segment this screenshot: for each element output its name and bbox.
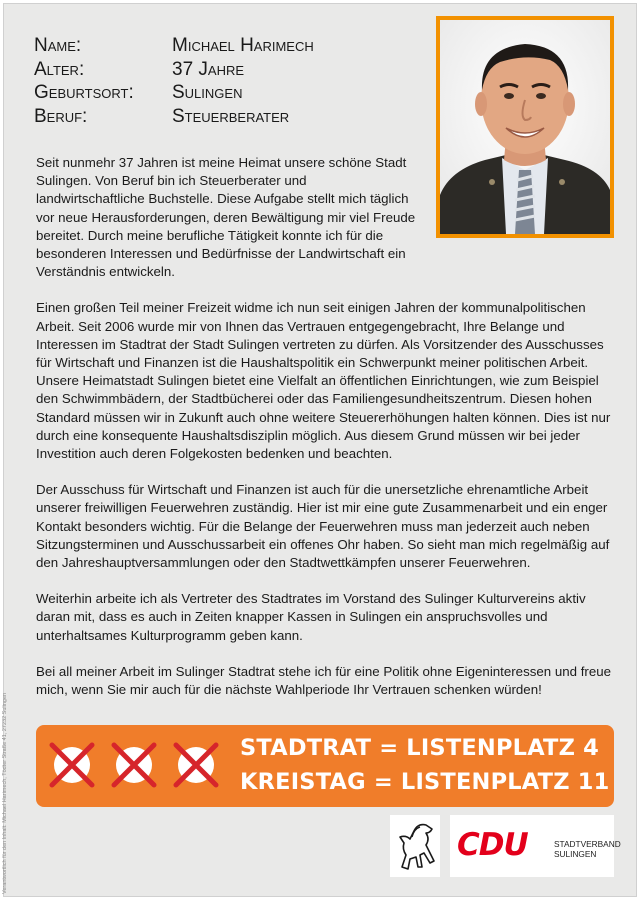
ballot-cross-icon bbox=[50, 743, 94, 787]
flyer-page bbox=[3, 3, 637, 897]
fact-label: Beruf: bbox=[34, 105, 88, 127]
fact-name bbox=[34, 34, 314, 58]
cdu-sub-line: STADTVERBAND bbox=[554, 839, 621, 849]
paragraph: Der Ausschuss für Wirtschaft und Finanzen ist auch für die unersetzliche ehrenamtliche Arbeit unserer freiwilligen Feuerwehren zuständig. Hier ist mir eine gute Zusammenarbeit und ein enger Kontakt besonders wichtig. Für die Belange der Feuerwehren muss man jederzeit auch neben Sitzungsterminen und Ausschussarbeit ein offenes Ohr haben. So sieht man mich regelmäßig auf den Jahreshauptversammlungen oder den Stadtwettkämpfen unserer Feuerwehren. bbox=[36, 482, 610, 571]
paragraph: Seit nunmehr 37 Jahren ist meine Heimat unsere schöne Stadt Sulingen. Von Beruf bin ich Steuerberater und landwirtschaftliche Buchstelle. Diese Aufgabe stellt mich täglich vor neue Herausforderungen, deren Bewältigung mir viel Freude bereitet. Durch meine berufliche Tätigkeit konnte ich für die besonderen Interessen und Bedürfnisse der Landwirtschaft ein Verständnis entwickeln. bbox=[36, 155, 416, 280]
cdu-wordmark: CDU bbox=[457, 827, 528, 863]
paragraph: Weiterhin arbeite ich als Vertreter des Stadtrates im Vorstand des Sulinger Kulturvereins aktiv daran mit, dass es auch in Zeiten knapper Kassen in Sulingen ein anspruchsvolles und unterhaltsames Kulturprogramm geben kann. bbox=[36, 591, 586, 643]
fact-label: Geburtsort: bbox=[34, 82, 134, 103]
profile-facts bbox=[34, 34, 314, 128]
cdu-sub-line: SULINGEN bbox=[554, 849, 597, 859]
cdu-logo bbox=[450, 815, 621, 877]
banner-line-stadtrat: STADTRAT = LISTENPLATZ 4 bbox=[240, 735, 600, 761]
lower-saxony-horse-icon bbox=[390, 815, 440, 877]
ballot-cross-icon bbox=[112, 743, 156, 787]
body-text bbox=[36, 154, 621, 717]
fact-age bbox=[34, 58, 314, 82]
list-position-banner bbox=[36, 725, 614, 807]
ballot-cross-icon bbox=[174, 743, 218, 787]
paragraph: Bei all meiner Arbeit im Sulinger Stadtrat stehe ich für eine Politik ohne Eigeninteressen und freue mich, wenn Sie mir auch für die nächste Wahlperiode Ihr Vertrauen schenken würden! bbox=[36, 663, 612, 698]
fact-label: Alter: bbox=[34, 58, 85, 80]
fact-birthplace bbox=[34, 81, 314, 105]
fact-profession bbox=[34, 105, 314, 129]
fact-value: Sulingen bbox=[172, 82, 243, 103]
fact-label: Name: bbox=[34, 35, 82, 56]
imprint-note: Verantwortlich für den Inhalt: Michael Harimech, Tödter Straße 41, 27232 Sulingen bbox=[2, 692, 8, 894]
fact-value: 37 Jahre bbox=[172, 58, 245, 80]
paragraph: Einen großen Teil meiner Freizeit widme ich nun seit einigen Jahren der kommunalpolitischen Arbeit. Seit 2006 wurde mir von Ihnen das Vertrauen entgegengebracht, Ihre Belange und Interessen im Stadtrat der Stadt Sulingen vertreten zu dürfen. Als Vorsitzender des Ausschusses für Wirtschaft und Finanzen ist die Haushaltspolitik ein Schwerpunkt meiner politischen Arbeit. Unsere Heimatstadt Sulingen bietet eine Vielfalt an öffentlichen Einrichtungen, wie zum Beispiel den Schwimmbädern, der Stadtbücherei oder das Familiengesundheitszentrum. Diesen hohen Standard müssen wir in Zukunft auch ohne weitere Steuererhöhungen halten können. Dies ist nur durch eine konsequente Haushaltsdisziplin möglich. Aus diesem Grund müssen wir bei jeder Investition auch deren Folgekosten bedenken und beachten. bbox=[36, 300, 611, 462]
cdu-subtitle bbox=[554, 839, 621, 859]
fact-value: Steuerberater bbox=[172, 105, 290, 127]
banner-line-kreistag: KREISTAG = LISTENPLATZ 11 bbox=[240, 769, 610, 795]
fact-value: Michael Harimech bbox=[172, 35, 314, 56]
